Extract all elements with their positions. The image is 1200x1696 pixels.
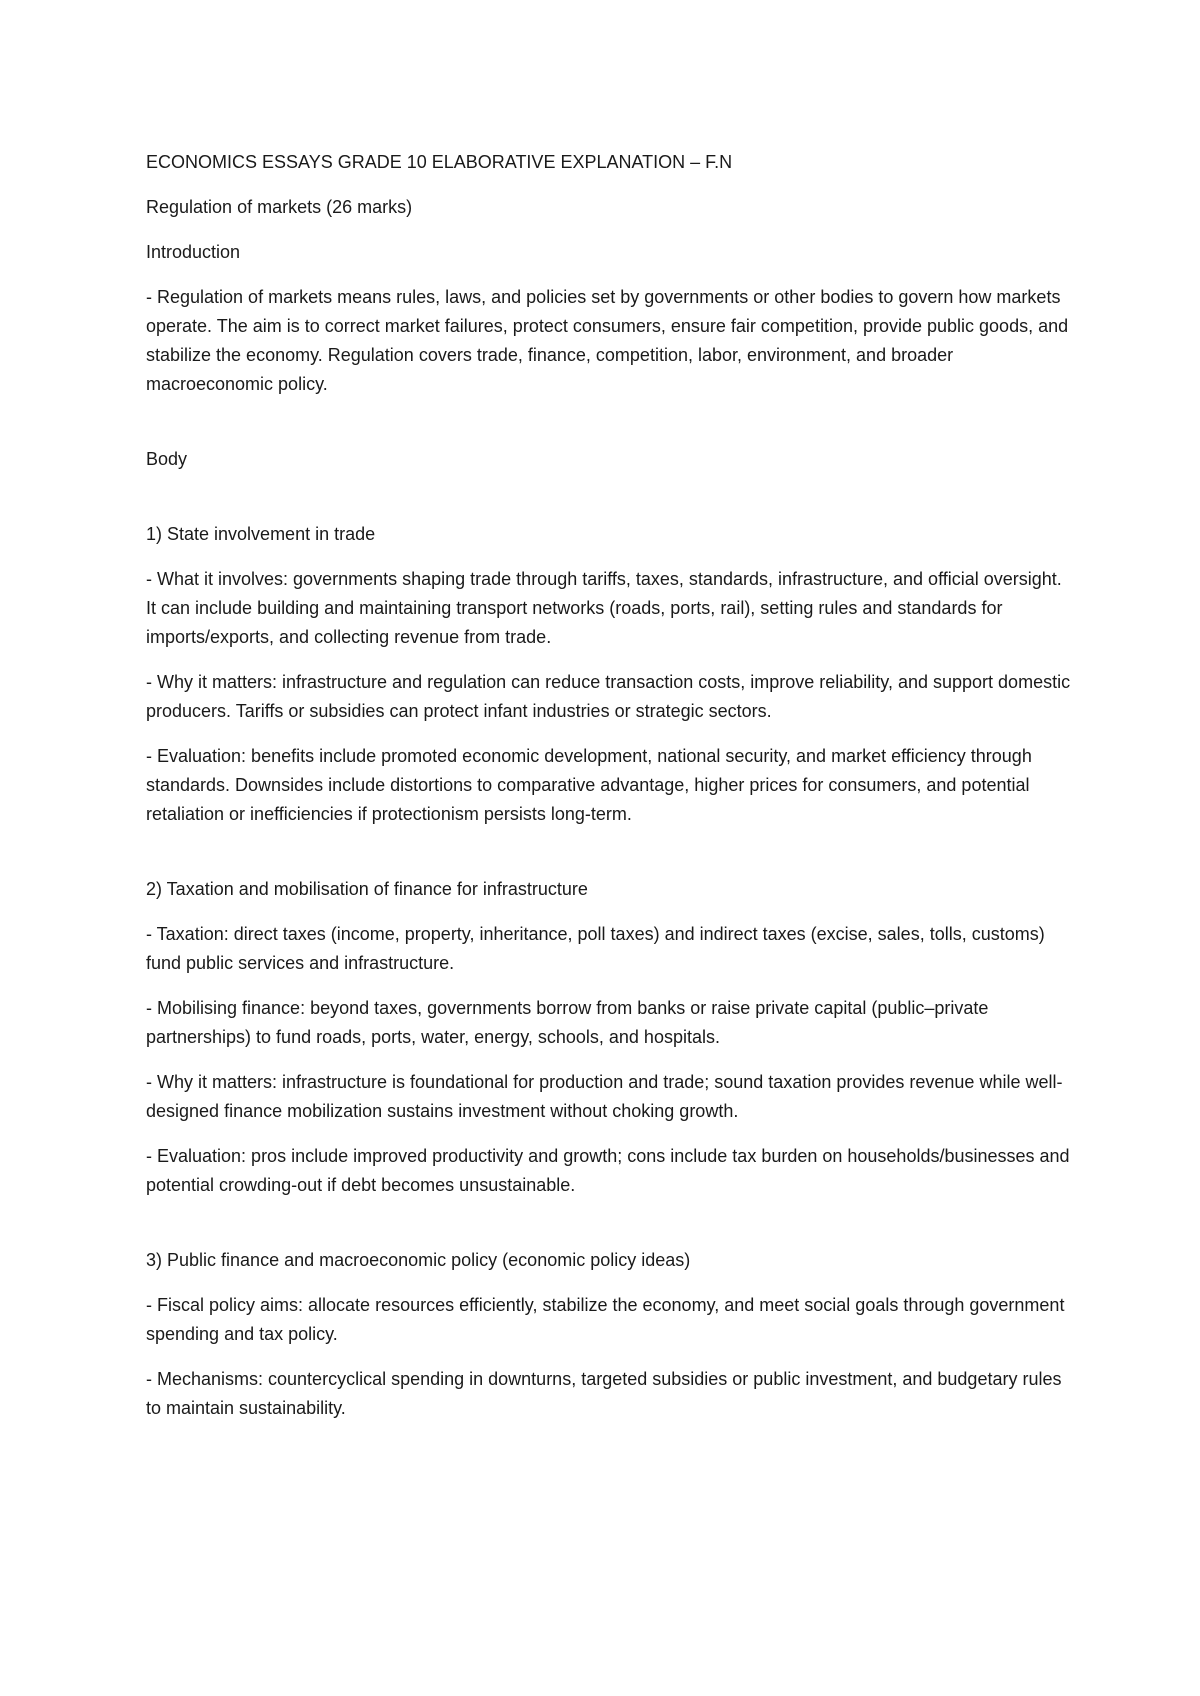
section-2-point: - Taxation: direct taxes (income, property, inheritance, poll taxes) and indirect taxes (excise, sales, tolls, customs) fund public services and infrastructure. <box>146 924 1045 973</box>
section-1-point: - Why it matters: infrastructure and regulation can reduce transaction costs, improve reliability, and support domestic producers. Tariffs or subsidies can protect infant industries or strategic sectors. <box>146 672 1071 721</box>
body-heading: Body <box>146 449 188 469</box>
section-2-point: - Evaluation: pros include improved productivity and growth; cons include tax burden on households/businesses and potential crowding-out if debt becomes unsustainable. <box>146 1146 1070 1195</box>
section-2-point: - Mobilising finance: beyond taxes, governments borrow from banks or raise private capital (public–private partnerships) to fund roads, ports, water, energy, schools, and hospitals. <box>146 998 989 1047</box>
section-2-point: - Why it matters: infrastructure is foundational for production and trade; sound taxation provides revenue while well-designed finance mobilization sustains investment without choking growth. <box>146 1072 1063 1121</box>
essay-topic: Regulation of markets (26 marks) <box>146 197 413 217</box>
section-3-point: - Fiscal policy aims: allocate resources efficiently, stabilize the economy, and meet social goals through government spending and tax policy. <box>146 1295 1065 1344</box>
document-title: ECONOMICS ESSAYS GRADE 10 ELABORATIVE EXPLANATION – F.N <box>146 152 733 172</box>
introduction-heading: Introduction <box>146 242 241 262</box>
introduction-paragraph: - Regulation of markets means rules, laws, and policies set by governments or other bodies to govern how markets operate. The aim is to correct market failures, protect consumers, ensure fair competition, provide public goods, and stabilize the economy. Regulation covers trade, finance, competition, labor, environment, and broader macroeconomic policy. <box>146 287 1069 394</box>
section-2-heading: 2) Taxation and mobilisation of finance for infrastructure <box>146 879 588 899</box>
section-3-heading: 3) Public finance and macroeconomic policy (economic policy ideas) <box>146 1250 691 1270</box>
section-3-point: - Mechanisms: countercyclical spending in downturns, targeted subsidies or public investment, and budgetary rules to maintain sustainability. <box>146 1369 1062 1418</box>
section-1-point: - What it involves: governments shaping trade through tariffs, taxes, standards, infrastructure, and official oversight. It can include building and maintaining transport networks (roads, ports, rail), setting rules and standards for imports/exports, and collecting revenue from trade. <box>146 569 1062 647</box>
section-1-heading: 1) State involvement in trade <box>146 524 376 544</box>
document-content <box>146 148 1076 1439</box>
section-1-point: - Evaluation: benefits include promoted economic development, national security, and market efficiency through standards. Downsides include distortions to comparative advantage, higher prices for consumers, and potential retaliation or inefficiencies if protectionism persists long-term. <box>146 746 1032 824</box>
